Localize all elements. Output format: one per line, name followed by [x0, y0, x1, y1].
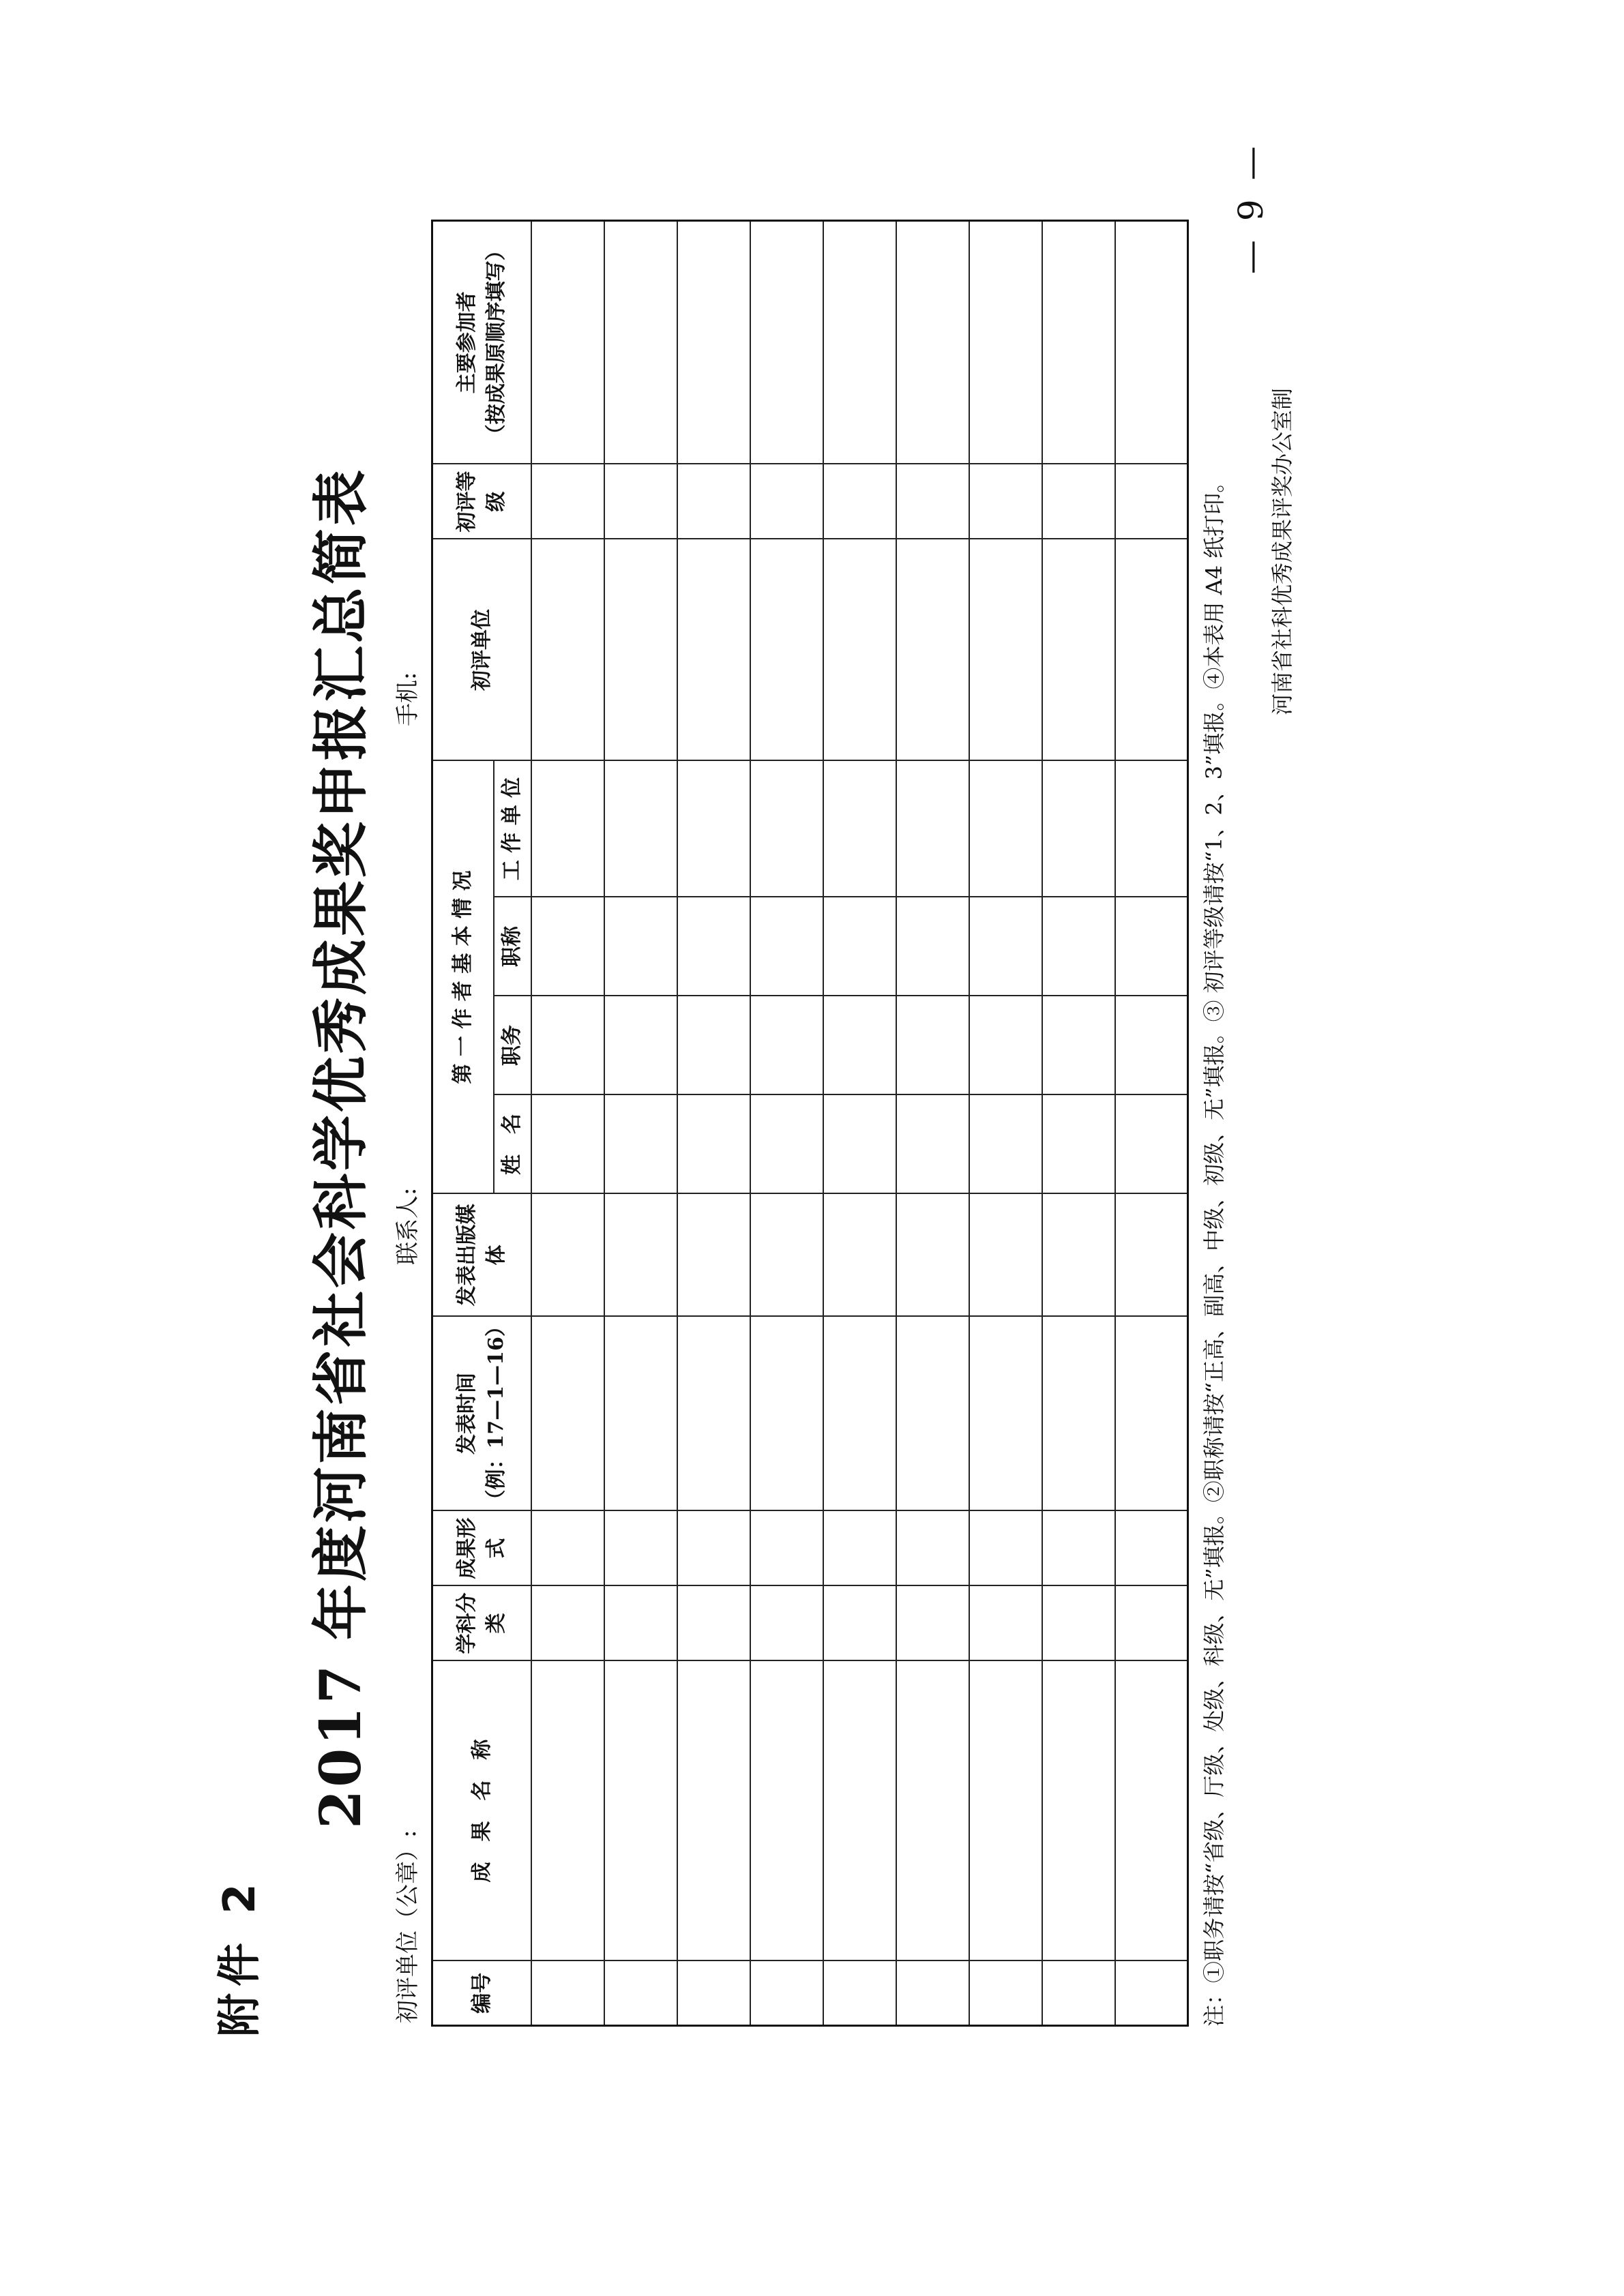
table-cell-title[interactable]: [1042, 897, 1115, 996]
table-cell-workplace[interactable]: [1115, 761, 1188, 897]
table-cell-number[interactable]: [750, 1961, 823, 2026]
table-cell-workplace[interactable]: [823, 761, 896, 897]
table-cell-level[interactable]: [531, 464, 604, 539]
table-cell-media[interactable]: [604, 1194, 677, 1317]
table-cell-time[interactable]: [1115, 1317, 1188, 1511]
table-cell-name[interactable]: [604, 1661, 677, 1961]
table-cell-review-unit[interactable]: [896, 539, 969, 761]
table-cell-author-name[interactable]: [531, 1095, 604, 1194]
table-cell-review-unit[interactable]: [604, 539, 677, 761]
table-cell-author-name[interactable]: [750, 1095, 823, 1194]
header-review-unit: 初评单位: [432, 539, 531, 761]
page-title: 2017 年度河南省社会科学优秀成果奖申报汇总简表: [308, 467, 374, 1829]
table-cell-form[interactable]: [823, 1511, 896, 1586]
page-number: — 9 —: [1231, 142, 1271, 274]
table-header-row: [432, 221, 494, 2026]
contact-person-field-label: 联系人:: [394, 1187, 422, 1265]
table-cell-time[interactable]: [896, 1317, 969, 1511]
table-cell-participants[interactable]: [1115, 221, 1188, 464]
table-cell-form[interactable]: [750, 1511, 823, 1586]
table-cell-review-unit[interactable]: [1115, 539, 1188, 761]
table-cell-number[interactable]: [1115, 1961, 1188, 2026]
header-participants-label: 主要参加者: [454, 291, 479, 394]
table-cell-review-unit[interactable]: [969, 539, 1042, 761]
table-cell-number[interactable]: [677, 1961, 750, 2026]
table-cell-discipline[interactable]: [677, 1586, 750, 1661]
table-cell-title[interactable]: [1115, 897, 1188, 996]
table-notes: 注：①职务请按“省级、厅级、处级、科级、无”填报。②职称请按“正高、副高、中级、初级、无”填报。③ 初评等级请按“1、2、3”填报。④本表用 A4 纸打印。: [1201, 471, 1227, 2027]
table-cell-title[interactable]: [823, 897, 896, 996]
table-cell-position[interactable]: [896, 996, 969, 1095]
table-row: [969, 221, 1042, 2026]
table-cell-time[interactable]: [604, 1317, 677, 1511]
table-cell-discipline[interactable]: [896, 1586, 969, 1661]
header-author-title: 职称: [494, 897, 531, 996]
header-publish-time: [432, 1317, 531, 1511]
table-cell-name[interactable]: [1042, 1661, 1115, 1961]
table-cell-title[interactable]: [604, 897, 677, 996]
table-cell-media[interactable]: [531, 1194, 604, 1317]
table-cell-participants[interactable]: [1042, 221, 1115, 464]
table-cell-discipline[interactable]: [604, 1586, 677, 1661]
table-cell-level[interactable]: [604, 464, 677, 539]
table-cell-author-name[interactable]: [823, 1095, 896, 1194]
table-cell-form[interactable]: [604, 1511, 677, 1586]
table-cell-position[interactable]: [531, 996, 604, 1095]
table-cell-review-unit[interactable]: [750, 539, 823, 761]
table-cell-level[interactable]: [896, 464, 969, 539]
table-cell-number[interactable]: [969, 1961, 1042, 2026]
header-participants: [432, 221, 531, 464]
table-cell-level[interactable]: [1042, 464, 1115, 539]
table-cell-name[interactable]: [896, 1661, 969, 1961]
table-cell-title[interactable]: [677, 897, 750, 996]
table-cell-workplace[interactable]: [604, 761, 677, 897]
table-cell-position[interactable]: [823, 996, 896, 1095]
table-cell-author-name[interactable]: [896, 1095, 969, 1194]
table-cell-position[interactable]: [1115, 996, 1188, 1095]
table-cell-author-name[interactable]: [604, 1095, 677, 1194]
table-cell-media[interactable]: [1115, 1194, 1188, 1317]
header-participants-note: （按成果原顺序填写）: [484, 240, 509, 445]
header-number: 编号: [432, 1961, 531, 2026]
table-cell-level[interactable]: [823, 464, 896, 539]
issuer-footer: 河南省社科优秀成果评奖办公室制: [1269, 387, 1295, 715]
table-cell-position[interactable]: [604, 996, 677, 1095]
table-row: [604, 221, 677, 2026]
table-cell-time[interactable]: [750, 1317, 823, 1511]
table-cell-discipline[interactable]: [750, 1586, 823, 1661]
table-cell-position[interactable]: [969, 996, 1042, 1095]
table-cell-level[interactable]: [1115, 464, 1188, 539]
table-cell-review-unit[interactable]: [1042, 539, 1115, 761]
header-form: 成果形式: [432, 1511, 531, 1586]
header-author-position: 职务: [494, 996, 531, 1095]
table-cell-name[interactable]: [1115, 1661, 1188, 1961]
table-cell-media[interactable]: [1042, 1194, 1115, 1317]
table-cell-position[interactable]: [1042, 996, 1115, 1095]
table-cell-participants[interactable]: [677, 221, 750, 464]
table-cell-number[interactable]: [531, 1961, 604, 2026]
review-unit-field-label: 初评单位（公章）:: [394, 1830, 422, 2023]
table-cell-author-name[interactable]: [1115, 1095, 1188, 1194]
table-cell-level[interactable]: [677, 464, 750, 539]
table-cell-media[interactable]: [750, 1194, 823, 1317]
table-row: [896, 221, 969, 2026]
table-cell-workplace[interactable]: [969, 761, 1042, 897]
table-cell-participants[interactable]: [531, 221, 604, 464]
table-cell-form[interactable]: [1042, 1511, 1115, 1586]
table-cell-form[interactable]: [1115, 1511, 1188, 1586]
table-cell-name[interactable]: [677, 1661, 750, 1961]
header-achievement-name: 成 果 名 称: [432, 1661, 531, 1961]
table-cell-level[interactable]: [969, 464, 1042, 539]
table-cell-participants[interactable]: [823, 221, 896, 464]
table-cell-form[interactable]: [677, 1511, 750, 1586]
table-cell-position[interactable]: [750, 996, 823, 1095]
table-cell-title[interactable]: [531, 897, 604, 996]
header-discipline: 学科分类: [432, 1586, 531, 1661]
table-cell-discipline[interactable]: [1042, 1586, 1115, 1661]
table-cell-discipline[interactable]: [1115, 1586, 1188, 1661]
table-cell-title[interactable]: [969, 897, 1042, 996]
header-publish-time-label: 发表时间: [454, 1373, 479, 1455]
table-cell-form[interactable]: [896, 1511, 969, 1586]
table-cell-author-name[interactable]: [1042, 1095, 1115, 1194]
table-cell-media[interactable]: [896, 1194, 969, 1317]
table-cell-title[interactable]: [896, 897, 969, 996]
table-row: [531, 221, 604, 2026]
table-row: [823, 221, 896, 2026]
table-row: [1042, 221, 1115, 2026]
table-cell-name[interactable]: [531, 1661, 604, 1961]
table-cell-author-name[interactable]: [969, 1095, 1042, 1194]
table-cell-time[interactable]: [531, 1317, 604, 1511]
table-cell-participants[interactable]: [969, 221, 1042, 464]
table-cell-time[interactable]: [823, 1317, 896, 1511]
table-cell-title[interactable]: [750, 897, 823, 996]
table-cell-workplace[interactable]: [677, 761, 750, 897]
table-cell-media[interactable]: [969, 1194, 1042, 1317]
table-cell-participants[interactable]: [896, 221, 969, 464]
table-cell-number[interactable]: [823, 1961, 896, 2026]
summary-table: [431, 220, 1189, 2027]
table-cell-discipline[interactable]: [969, 1586, 1042, 1661]
table-cell-participants[interactable]: [750, 221, 823, 464]
table-cell-participants[interactable]: [604, 221, 677, 464]
table-cell-workplace[interactable]: [1042, 761, 1115, 897]
table-row: [677, 221, 750, 2026]
header-author-name: 姓 名: [494, 1095, 531, 1194]
table-cell-review-unit[interactable]: [677, 539, 750, 761]
table-cell-media[interactable]: [823, 1194, 896, 1317]
table-cell-discipline[interactable]: [531, 1586, 604, 1661]
table-cell-number[interactable]: [1042, 1961, 1115, 2026]
attachment-label: 附件 2: [215, 1877, 265, 2037]
header-media: 发表出版媒体: [432, 1194, 531, 1317]
header-review-level: 初评等级: [432, 464, 531, 539]
phone-field-label: 手机:: [394, 672, 422, 726]
table-cell-discipline[interactable]: [823, 1586, 896, 1661]
table-cell-name[interactable]: [969, 1661, 1042, 1961]
header-first-author-group: 第 一 作 者 基 本 情 况: [432, 761, 494, 1194]
header-publish-time-example: （例：17—1—16）: [484, 1316, 509, 1510]
header-author-workplace: 工 作 单 位: [494, 761, 531, 897]
table-cell-name[interactable]: [750, 1661, 823, 1961]
table-cell-level[interactable]: [750, 464, 823, 539]
table-cell-review-unit[interactable]: [531, 539, 604, 761]
table-cell-number[interactable]: [604, 1961, 677, 2026]
table-cell-time[interactable]: [969, 1317, 1042, 1511]
table-cell-time[interactable]: [677, 1317, 750, 1511]
table-cell-form[interactable]: [531, 1511, 604, 1586]
table-cell-review-unit[interactable]: [823, 539, 896, 761]
table-cell-author-name[interactable]: [677, 1095, 750, 1194]
table-cell-name[interactable]: [823, 1661, 896, 1961]
table-cell-workplace[interactable]: [750, 761, 823, 897]
table-cell-number[interactable]: [896, 1961, 969, 2026]
table-cell-time[interactable]: [1042, 1317, 1115, 1511]
table-cell-workplace[interactable]: [896, 761, 969, 897]
table-row: [1115, 221, 1188, 2026]
table-row: [750, 221, 823, 2026]
table-cell-position[interactable]: [677, 996, 750, 1095]
table-cell-form[interactable]: [969, 1511, 1042, 1586]
table-cell-workplace[interactable]: [531, 761, 604, 897]
table-cell-media[interactable]: [677, 1194, 750, 1317]
